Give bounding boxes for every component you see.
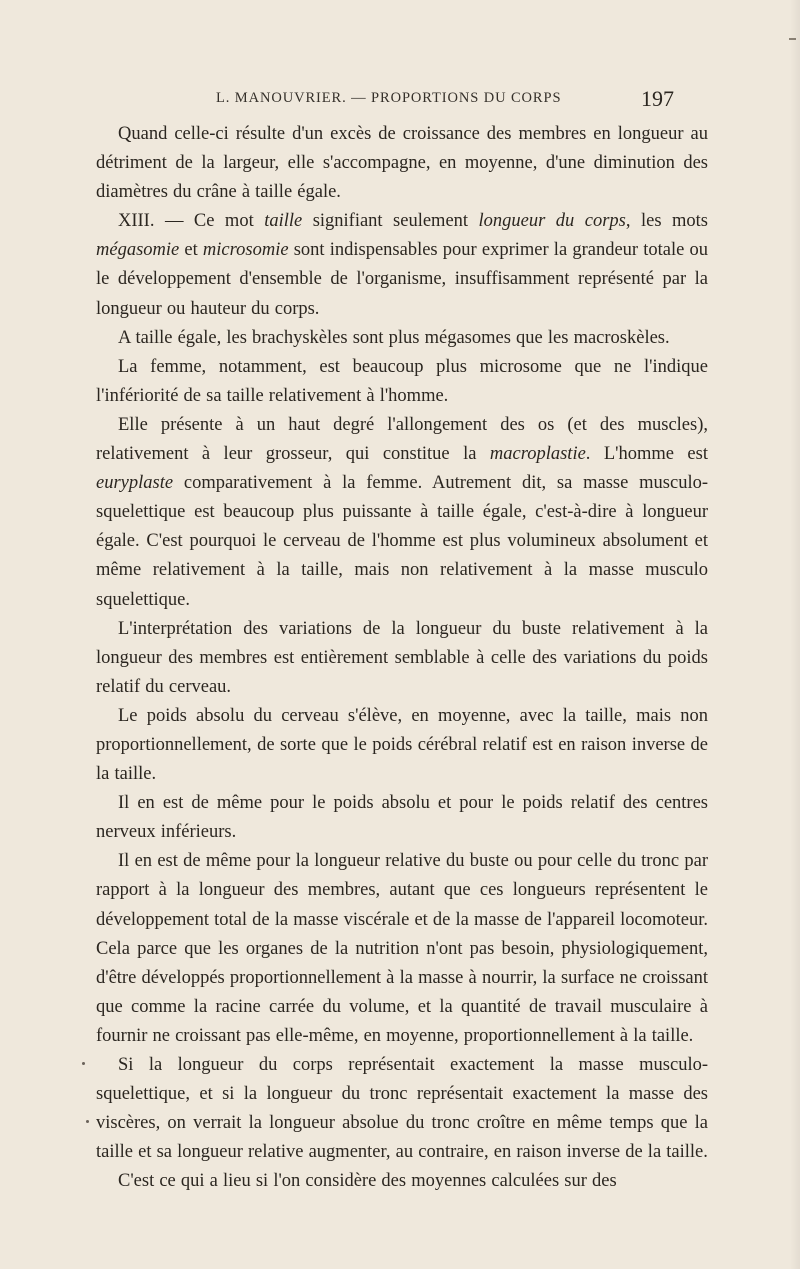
paragraph-text: Il en est de même pour la longueur relative du buste ou pour celle du tronc par rapport à la longueur des membres, autant que ces longueurs représentent le développement total de la masse viscérale et de la masse de l'appareil locomoteur. Cela parce que les organes de la nutrition n'ont pas besoin, physiologiquement, d'être développés proportionnellement à la masse à nourrir, la surface ne croissant que comme la racine carrée du volume, et la quantité de travail musculaire à fournir ne croissant pas elle-même, en moyenne, proportionnellement à la taille.: [96, 851, 708, 1046]
paragraph-8: [96, 789, 708, 847]
paragraph-1: [96, 120, 708, 207]
paragraph-text: Elle présente à un haut degré l'allongement des os (et des muscles), relativement à leur grosseur, qui constitue la: [96, 414, 708, 465]
body-text: [96, 120, 708, 1196]
paragraph-text: sont indispensables pour exprimer la grandeur totale ou le développement d'ensemble de l'organisme, insuffisamment représenté par la longueur ou hauteur du corps.: [96, 240, 708, 319]
paragraph-7: [96, 702, 708, 789]
paragraph-text: L'interprétation des variations de la longueur du buste relativement à la longueur des membres est entièrement semblable à celle des variations du poids relatif du cerveau.: [96, 618, 708, 697]
italic-term-megasomie: mégasomie: [96, 240, 180, 261]
paragraph-11: [96, 1167, 708, 1196]
paragraph-text: Quand celle-ci résulte d'un excès de croissance des membres en longueur au détriment de la largeur, elle s'accompagne, en moyenne, d'une diminution des diamètres du crâne à taille égale.: [96, 124, 708, 203]
paragraph-text: , les mots: [625, 211, 708, 232]
paragraph-text: C'est ce qui a lieu si l'on considère des moyennes calculées sur des: [118, 1171, 617, 1192]
paragraph-6: [96, 615, 708, 702]
paragraph-text: et: [179, 240, 203, 261]
paragraph-4: [96, 353, 708, 411]
paragraph-2: [96, 207, 708, 323]
paragraph-text: signifiant seulement: [302, 211, 479, 232]
paragraph-text: Si la longueur du corps représentait exactement la masse musculo-squelettique, et si la longueur du tronc représentait exactement la masse des viscères, on verrait la longueur absolue du tronc croître en même temps que la taille et sa longueur relative augmenter, au contraire, en raison inverse de la taille.: [96, 1055, 708, 1163]
paragraph-5: [96, 411, 708, 615]
running-title: L. MANOUVRIER. — PROPORTIONS DU CORPS: [216, 90, 562, 106]
italic-term-taille: taille: [264, 211, 303, 232]
italic-term-macroplastie: macroplastie: [489, 444, 586, 465]
page-edge-shadow: [790, 0, 800, 1269]
paragraph-10: [96, 1051, 708, 1167]
paragraph-text: XIII. — Ce mot: [118, 211, 265, 232]
paragraph-text: . L'homme est: [585, 444, 708, 465]
running-head: [96, 86, 708, 116]
italic-term-longueur-du-corps: longueur du corps: [478, 211, 626, 232]
paragraph-text: Il en est de même pour le poids absolu et pour le poids relatif des centres nerveux inférieurs.: [96, 793, 708, 843]
paragraph-3: [96, 324, 708, 353]
italic-term-euryplaste: euryplaste: [96, 473, 174, 494]
paragraph-text: La femme, notamment, est beaucoup plus microsome que ne l'indique l'infériorité de sa taille relativement à l'homme.: [96, 356, 708, 406]
paragraph-text: A taille égale, les brachyskèles sont plus mégasomes que les macroskèles.: [118, 327, 670, 348]
paragraph-text: Le poids absolu du cerveau s'élève, en moyenne, avec la taille, mais non proportionnellement, de sorte que le poids cérébral relatif est en raison inverse de la taille.: [96, 705, 708, 785]
page-number: 197: [641, 86, 674, 111]
margin-speck: [82, 1062, 85, 1065]
paragraph-9: [96, 847, 708, 1051]
margin-speck: [86, 1120, 89, 1123]
paragraph-text: comparativement à la femme. Autrement dit, sa masse musculo-squelettique est beaucoup plus puissante à taille égale, c'est-à-dire à longueur égale. C'est pourquoi le cerveau de l'homme est plus volumineux absolument et même relativement à la taille, mais non relativement à la masse musculo squelettique.: [96, 473, 708, 610]
italic-term-microsomie: microsomie: [202, 240, 289, 261]
